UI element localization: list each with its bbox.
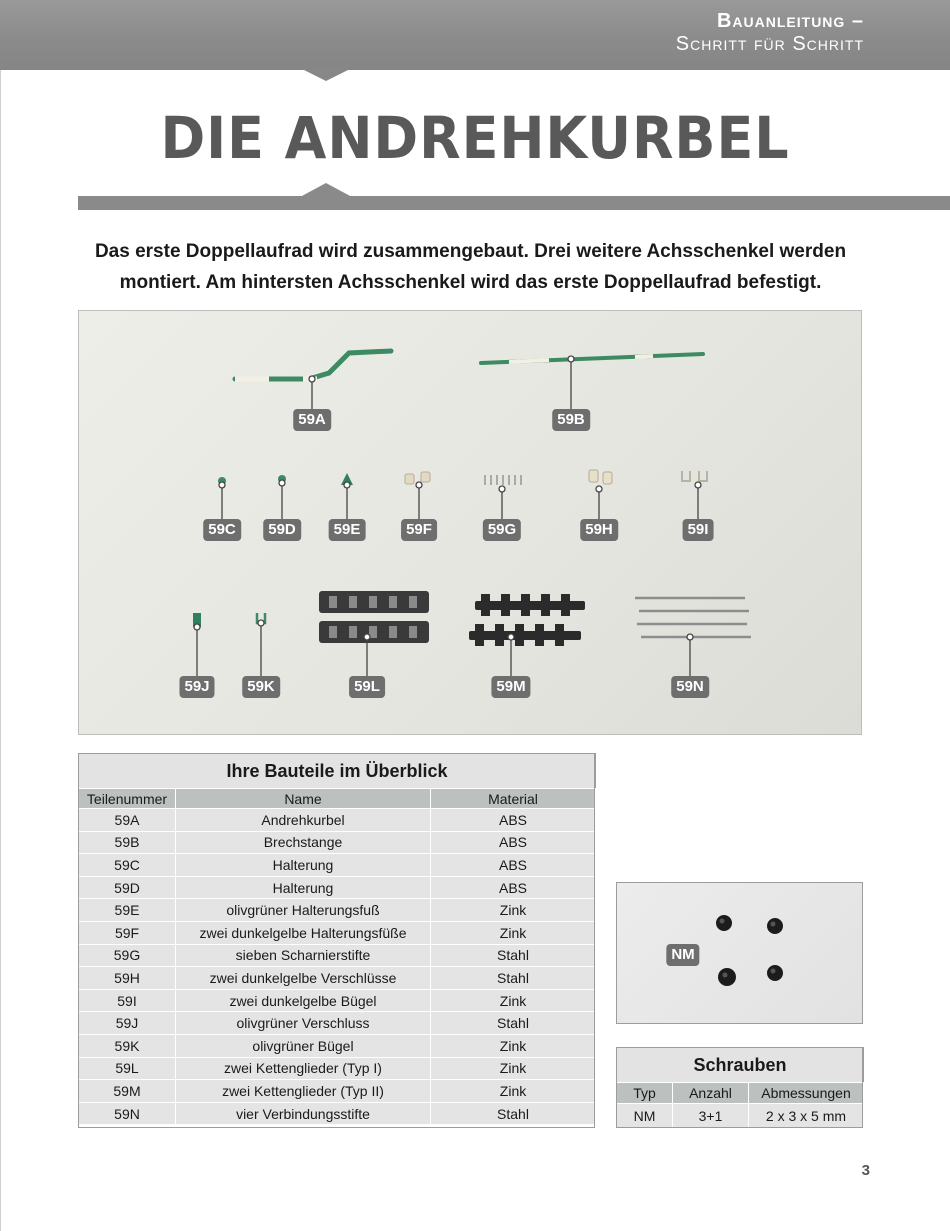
part-number: 59F bbox=[79, 921, 176, 944]
table-row bbox=[79, 876, 596, 899]
part-name: Andrehkurbel bbox=[176, 809, 431, 832]
part-material: Zink bbox=[431, 1057, 596, 1080]
page-number: 3 bbox=[861, 1162, 870, 1179]
part-material: Stahl bbox=[431, 1102, 596, 1125]
page-left-border bbox=[0, 0, 1, 1231]
table-row bbox=[79, 854, 596, 877]
table-row bbox=[79, 989, 596, 1012]
part-material: Zink bbox=[431, 899, 596, 922]
part-59a-shape bbox=[235, 351, 391, 379]
part-material: ABS bbox=[431, 831, 596, 854]
part-name: zwei dunkelgelbe Halterungsfüße bbox=[176, 921, 431, 944]
table-row bbox=[79, 809, 596, 832]
part-59b-shape bbox=[481, 354, 703, 363]
title-rule bbox=[78, 196, 950, 210]
part-material: Stahl bbox=[431, 967, 596, 990]
column-header: Anzahl bbox=[673, 1083, 749, 1104]
part-name: zwei Kettenglieder (Typ I) bbox=[176, 1057, 431, 1080]
page-title: DIE ANDREHKURBEL bbox=[160, 104, 790, 172]
part-59i-shape bbox=[682, 471, 707, 481]
part-material: ABS bbox=[431, 809, 596, 832]
part-number: 59G bbox=[79, 944, 176, 967]
table-row bbox=[79, 1057, 596, 1080]
part-material: ABS bbox=[431, 854, 596, 877]
parts-table bbox=[78, 753, 596, 1125]
column-header: Typ bbox=[617, 1083, 673, 1104]
screw-type: NM bbox=[617, 1104, 673, 1128]
parts-illustration bbox=[79, 311, 863, 736]
table-row bbox=[79, 831, 596, 854]
part-number: 59M bbox=[79, 1080, 176, 1103]
part-material: Zink bbox=[431, 1080, 596, 1103]
screw-quantity: 3+1 bbox=[673, 1104, 749, 1128]
screw-dimensions: 2 x 3 x 5 mm bbox=[749, 1104, 864, 1128]
part-name: Halterung bbox=[176, 876, 431, 899]
part-label-59n: 59N bbox=[671, 676, 709, 698]
part-59l-shape bbox=[319, 591, 429, 643]
part-59n-shape bbox=[635, 598, 751, 637]
screws-table bbox=[616, 1047, 864, 1128]
part-number: 59H bbox=[79, 967, 176, 990]
part-number: 59B bbox=[79, 831, 176, 854]
part-number: 59L bbox=[79, 1057, 176, 1080]
table-row bbox=[79, 967, 596, 990]
part-number: 59A bbox=[79, 809, 176, 832]
part-label-59d: 59D bbox=[263, 519, 301, 541]
part-label-59m: 59M bbox=[491, 676, 530, 698]
part-name: zwei dunkelgelbe Verschlüsse bbox=[176, 967, 431, 990]
table-row bbox=[79, 1034, 596, 1057]
column-header: Teilenummer bbox=[79, 789, 176, 809]
screws-table-caption: Schrauben bbox=[617, 1048, 864, 1083]
part-name: olivgrüner Verschluss bbox=[176, 1012, 431, 1035]
part-59h-shape bbox=[589, 470, 612, 484]
part-label-59i: 59I bbox=[683, 519, 714, 541]
part-name: vier Verbindungsstifte bbox=[176, 1102, 431, 1125]
part-name: sieben Scharnierstifte bbox=[176, 944, 431, 967]
table-row bbox=[79, 1102, 596, 1125]
part-number: 59K bbox=[79, 1034, 176, 1057]
screws-illustration bbox=[617, 883, 862, 1023]
part-number: 59I bbox=[79, 989, 176, 1012]
part-name: zwei Kettenglieder (Typ II) bbox=[176, 1080, 431, 1103]
part-name: zwei dunkelgelbe Bügel bbox=[176, 989, 431, 1012]
part-name: Halterung bbox=[176, 854, 431, 877]
part-name: olivgrüner Halterungsfuß bbox=[176, 899, 431, 922]
screws-table-header bbox=[617, 1083, 864, 1104]
part-label-59h: 59H bbox=[580, 519, 618, 541]
part-number: 59D bbox=[79, 876, 176, 899]
part-material: Zink bbox=[431, 1034, 596, 1057]
column-header: Name bbox=[176, 789, 431, 809]
section-heading-line2: Schritt für Schritt bbox=[675, 33, 864, 55]
part-label-59b: 59B bbox=[552, 409, 590, 431]
part-label-59e: 59E bbox=[329, 519, 366, 541]
part-name: Brechstange bbox=[176, 831, 431, 854]
parts-table-caption: Ihre Bauteile im Überblick bbox=[79, 754, 596, 789]
intro-text: Das erste Doppellaufrad wird zusammengebaut. Drei weitere Achsschenkel werden montiert. Am hintersten Achsschenkel wird das erste Doppellaufrad befestigt. bbox=[94, 241, 847, 293]
table-row bbox=[79, 921, 596, 944]
table-row bbox=[79, 899, 596, 922]
part-number: 59N bbox=[79, 1102, 176, 1125]
part-59m-shape bbox=[469, 594, 585, 646]
table-row bbox=[79, 1080, 596, 1103]
section-heading bbox=[676, 10, 864, 56]
table-row bbox=[79, 1012, 596, 1035]
part-number: 59J bbox=[79, 1012, 176, 1035]
part-label-59j: 59J bbox=[179, 676, 214, 698]
header-banner-notch bbox=[300, 68, 352, 81]
part-59g-shape bbox=[485, 475, 521, 485]
table-row bbox=[79, 944, 596, 967]
parts-table-header bbox=[79, 789, 596, 809]
part-material: Stahl bbox=[431, 944, 596, 967]
part-label-59l: 59L bbox=[349, 676, 385, 698]
part-material: Zink bbox=[431, 989, 596, 1012]
column-header: Material bbox=[431, 789, 596, 809]
leader-lines bbox=[194, 356, 701, 676]
part-name: olivgrüner Bügel bbox=[176, 1034, 431, 1057]
part-label-59k: 59K bbox=[242, 676, 280, 698]
part-label-59f: 59F bbox=[401, 519, 437, 541]
part-material: Stahl bbox=[431, 1012, 596, 1035]
part-number: 59E bbox=[79, 899, 176, 922]
section-heading-line1: Bauanleitung – bbox=[716, 10, 864, 32]
part-material: Zink bbox=[431, 921, 596, 944]
part-label-59g: 59G bbox=[483, 519, 521, 541]
part-label-59a: 59A bbox=[293, 409, 331, 431]
title-rule-bump bbox=[300, 183, 352, 197]
parts-photo bbox=[78, 310, 862, 735]
part-label-59c: 59C bbox=[203, 519, 241, 541]
screw-label-nm: NM bbox=[666, 944, 699, 966]
column-header: Abmessungen bbox=[749, 1083, 864, 1104]
screws-photo bbox=[616, 882, 863, 1024]
part-material: ABS bbox=[431, 876, 596, 899]
part-number: 59C bbox=[79, 854, 176, 877]
table-row bbox=[617, 1104, 864, 1128]
